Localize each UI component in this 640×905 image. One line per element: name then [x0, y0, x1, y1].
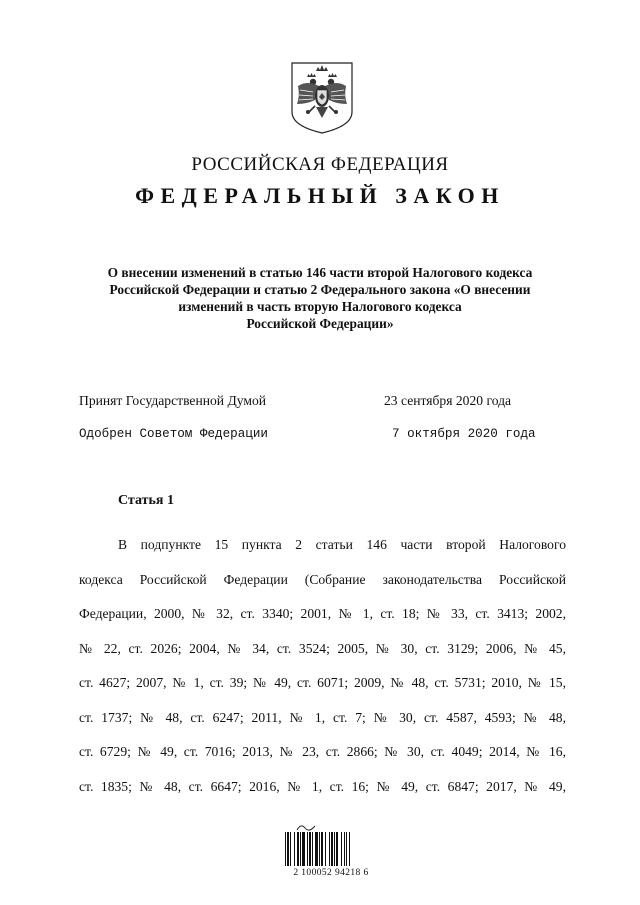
law-title — [70, 264, 570, 332]
article-line: ст. 1835; № 48, ст. 6647; 2016, № 1, ст. 16; № 49, ст. 6847; 2017, № 49, — [79, 778, 566, 794]
barcode-bar — [341, 832, 342, 866]
barcode-bar — [346, 832, 347, 866]
barcode-mark-icon — [295, 822, 317, 832]
article-line: В подпункте 15 пункта 2 статьи 146 части второй Налогового — [118, 537, 566, 552]
barcode-bar — [300, 832, 301, 866]
country-heading: РОССИЙСКАЯ ФЕДЕРАЦИЯ — [191, 154, 449, 175]
barcode-bar — [344, 832, 345, 866]
barcode-bar — [325, 832, 326, 866]
law-title-line: изменений в часть вторую Налогового кодекса — [178, 299, 462, 314]
barcode-bar — [302, 832, 305, 866]
duma-date: 23 сентября 2020 года — [384, 393, 512, 408]
barcode-bar — [336, 832, 338, 866]
barcode-bar — [285, 832, 286, 866]
article-line: Федерации, 2000, № 32, ст. 3340; 2001, № 1, ст. 18; № 33, ст. 3413; 2002, — [79, 606, 566, 621]
barcode-bar — [297, 832, 299, 866]
article-line: № 22, ст. 2026; 2004, № 34, ст. 3524; 2005, № 30, ст. 3129; 2006, № 45, — [79, 640, 566, 656]
barcode-bar — [334, 832, 335, 866]
article-line: ст. 6729; № 49, ст. 7016; 2013, № 23, ст. 2866; № 30, ст. 4049; 2014, № 16, — [79, 744, 566, 759]
article-line: ст. 4627; 2007, № 1, ст. 39; № 49, ст. 6071; 2009, № 48, ст. 5731; 2010, № 15, — [79, 675, 566, 690]
duma-label: Принят Государственной Думой — [79, 393, 267, 408]
barcode-bar — [329, 832, 330, 866]
barcode-bar — [290, 832, 291, 866]
barcode-bar — [294, 832, 295, 866]
law-title-line: Российской Федерации» — [246, 316, 394, 331]
barcode-bar — [315, 832, 318, 866]
article-line: ст. 1737; № 48, ст. 6247; 2011, № 1, ст. 7; № 30, ст. 4587, 4593; № 48, — [79, 709, 566, 725]
barcode-bar — [321, 832, 323, 866]
law-title-line: О внесении изменений в статью 146 части второй Налогового кодекса — [107, 265, 533, 280]
barcode-bar — [349, 832, 350, 866]
article-body — [79, 528, 566, 804]
article-line: кодекса Российской Федерации (Собрание законодательства Российской — [79, 571, 566, 587]
council-date: 7 октября 2020 года — [392, 427, 536, 441]
barcode-number: 2 100052 94218 6 — [293, 868, 369, 878]
council-label: Одобрен Советом Федерации — [79, 427, 268, 441]
document-type-heading: ФЕДЕРАЛЬНЫЙ ЗАКОН — [135, 183, 505, 208]
barcode-bars — [283, 832, 379, 866]
article-heading: Статья 1 — [118, 493, 174, 508]
coat-of-arms-emblem — [289, 60, 355, 136]
barcode-bar — [287, 832, 289, 866]
barcode — [283, 822, 379, 882]
barcode-bar — [331, 832, 333, 866]
law-title-line: Российской Федерации и статью 2 Федерального закона «О внесении — [109, 282, 531, 297]
barcode-bar — [312, 832, 313, 866]
barcode-bar — [309, 832, 311, 866]
barcode-bar — [307, 832, 308, 866]
barcode-bar — [319, 832, 320, 866]
